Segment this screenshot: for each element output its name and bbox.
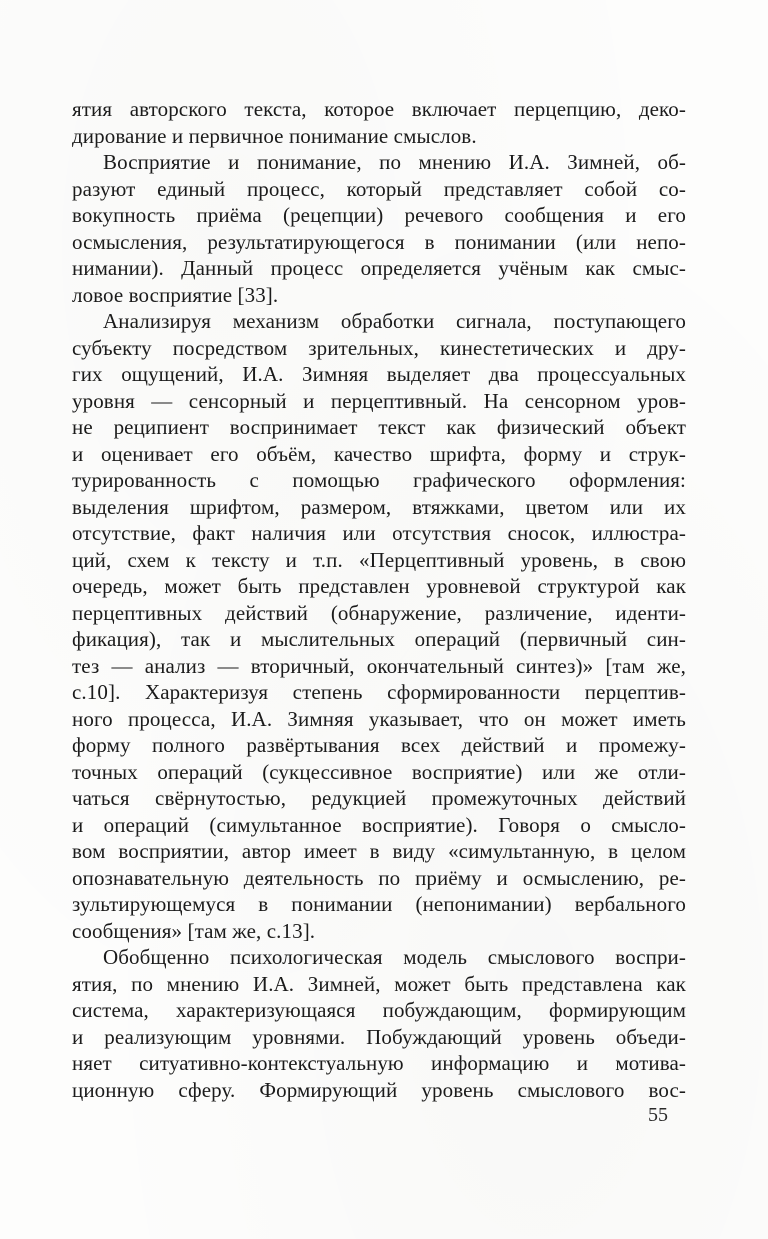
text-line: субъекту посредством зрительных, кинестетических и дру- xyxy=(72,335,686,360)
text-line: няет ситуативно-контекстуальную информацию и мотива- xyxy=(72,1051,686,1075)
text-line: с.10]. Характеризуя степень сформированности перцептив- xyxy=(72,680,686,704)
text-line: и оценивает его объём, качество шрифта, форму и струк- xyxy=(72,441,686,466)
text-line: ятия авторского текста, которое включает перцепцию, деко- xyxy=(72,97,686,121)
text-line: не реципиент воспринимает текст как физический объект xyxy=(72,415,686,439)
text-line: и реализующим уровнями. Побуждающий уровень объеди- xyxy=(72,1024,686,1049)
text-line: ций, схем к тексту и т.п. «Перцептивный уровень, в свою xyxy=(72,547,686,572)
text-line: тез — анализ — вторичный, окончательный синтез)» [там же, xyxy=(72,653,686,678)
text-line: уровня — сенсорный и перцептивный. На сенсорном уров- xyxy=(72,388,686,413)
text-line: зультирующемуся в понимании (непонимании) вербального xyxy=(72,892,686,916)
text-line: очередь, может быть представлен уровневой структурой как xyxy=(72,574,686,598)
text-line: ного процесса, И.А. Зимняя указывает, что он может иметь xyxy=(72,706,686,731)
text-line: дирование и первичное понимание смыслов. xyxy=(72,123,477,148)
paragraph xyxy=(72,96,686,149)
text-line: фикация), так и мыслительных операций (первичный син- xyxy=(72,627,686,651)
text-line: выделения шрифтом, размером, втяжками, цветом или их xyxy=(72,494,686,519)
text-line: вом восприятии, автор имеет в виду «симультанную, в целом xyxy=(72,839,686,863)
paragraph xyxy=(72,308,686,944)
text-line: Анализируя механизм обработки сигнала, поступающего xyxy=(103,309,686,333)
text-line: чаться свёрнутостью, редукцией промежуточных действий xyxy=(72,786,686,810)
text-line: точных операций (сукцессивное восприятие) или же отли- xyxy=(72,759,686,784)
text-line: перцептивных действий (обнаружение, различение, иденти- xyxy=(72,600,686,625)
page-number: 55 xyxy=(648,1104,668,1126)
text-line: система, характеризующаяся побуждающим, формирующим xyxy=(72,998,686,1022)
text-line: турированность с помощью графического оформления: xyxy=(72,468,686,492)
text-line: вокупность приёма (рецепции) речевого сообщения и его xyxy=(72,203,686,227)
text-line: Восприятие и понимание, по мнению И.А. Зимней, об- xyxy=(103,150,686,174)
text-line: отсутствие, факт наличия или отсутствия сносок, иллюстра- xyxy=(72,521,686,545)
text-line: Обобщенно психологическая модель смыслового воспри- xyxy=(103,945,686,969)
text-line: гих ощущений, И.А. Зимняя выделяет два процессуальных xyxy=(72,362,686,386)
text-line: нимании). Данный процесс определяется учёным как смыс- xyxy=(72,256,686,280)
text-line: ловое восприятие [33]. xyxy=(72,282,279,307)
text-line: сообщения» [там же, с.13]. xyxy=(72,918,316,943)
text-line: разуют единый процесс, который представляет собой со- xyxy=(72,176,686,201)
paragraph xyxy=(72,149,686,308)
text-line: опознавательную деятельность по приёму и осмыслению, ре- xyxy=(72,865,686,890)
paragraph xyxy=(72,944,686,1103)
page-text xyxy=(72,96,686,1103)
text-line: форму полного развёртывания всех действий и промежу- xyxy=(72,733,686,757)
text-line: и операций (симультанное восприятие). Говоря о смысло- xyxy=(72,812,686,837)
text-line: осмысления, результатирующегося в понимании (или непо- xyxy=(72,229,686,254)
text-line: ционную сферу. Формирующий уровень смыслового вос- xyxy=(72,1077,686,1102)
text-line: ятия, по мнению И.А. Зимней, может быть представлена как xyxy=(72,971,686,996)
